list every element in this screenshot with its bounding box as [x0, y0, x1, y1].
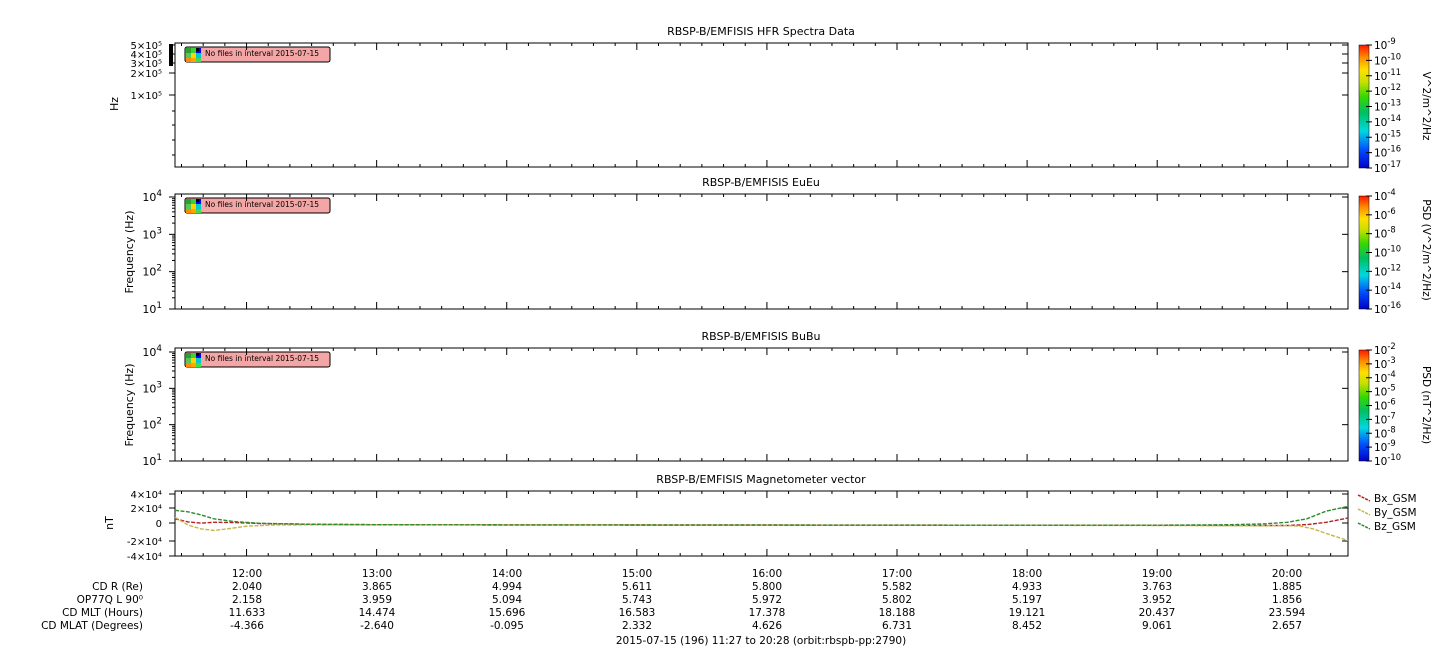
no-data-icon	[186, 353, 201, 367]
colorbar-label: V^2/m^2/Hz	[1420, 71, 1432, 141]
colorbar-tick-label: $10^{-9}$	[1374, 36, 1396, 52]
legend-item-bx	[1358, 493, 1417, 505]
ephemeris-value: 8.452	[1011, 620, 1043, 632]
colorbar-bubu	[1359, 341, 1432, 468]
ephemeris-value: 2.657	[1271, 620, 1303, 632]
legend-label: By_GSM	[1374, 507, 1417, 519]
legend-label: Bz_GSM	[1374, 521, 1416, 533]
colorbar-tick-label: $10^{-2}$	[1374, 341, 1396, 357]
y-tick-label: 4×10⁴	[130, 490, 162, 501]
legend-item-by	[1358, 507, 1417, 519]
panel-title: RBSP-B/EMFISIS HFR Spectra Data	[667, 25, 855, 38]
ephemeris-value: 2.040	[231, 581, 263, 593]
ephemeris-value: 5.743	[621, 594, 653, 606]
colorbar-tick-label: $10^{-15}$	[1374, 128, 1402, 145]
colorbar-tick-label: $10^{-12}$	[1374, 262, 1402, 279]
ephemeris-row-label: OP77Q L 90⁰	[76, 594, 143, 606]
panel-eueu	[123, 176, 1432, 316]
ephemeris-value: -2.640	[360, 620, 394, 632]
x-tick-label: 16:00	[751, 568, 783, 580]
panel-hfr	[108, 25, 1432, 175]
y-tick-label: $10^2$	[142, 416, 162, 432]
legend-item-bz	[1358, 521, 1416, 533]
legend	[1358, 493, 1417, 533]
ephemeris-value: -0.095	[490, 620, 524, 632]
colorbar-label: PSD (V^2/m^2/Hz)	[1420, 199, 1432, 301]
y-axis-label: nT	[103, 516, 116, 530]
ephemeris-value: 3.959	[361, 594, 393, 606]
y-tick-label: $10^4$	[142, 344, 162, 359]
y-tick-label: $10^4$	[142, 189, 162, 204]
colorbar-ticks	[1366, 187, 1401, 316]
ephemeris-table	[41, 581, 1306, 632]
x-tick-label: 12:00	[231, 568, 263, 580]
ephemeris-value: 19.121	[1008, 607, 1046, 619]
colorbar-tick-label: $10^{-11}$	[1374, 66, 1402, 83]
ephemeris-value: 5.800	[751, 581, 783, 593]
ephemeris-value: 1.885	[1271, 581, 1303, 593]
colorbar-tick-label: $10^{-8}$	[1374, 224, 1396, 241]
colorbar-tick-label: $10^{-6}$	[1374, 205, 1396, 222]
y-tick-label: -2×10⁴	[126, 537, 162, 548]
colorbar-ticks	[1366, 341, 1401, 468]
y-tick-label: 1×10⁵	[130, 91, 162, 102]
plot-frame	[175, 194, 1348, 309]
y-tick-label: -4×10⁴	[126, 552, 162, 563]
no-data-notice	[185, 198, 330, 213]
ephemeris-value: 23.594	[1268, 607, 1306, 619]
ephemeris-value: 5.802	[881, 594, 913, 606]
ephemeris-value: 16.583	[618, 607, 656, 619]
ephemeris-value: 2.332	[621, 620, 653, 632]
no-data-text: No files in interval 2015-07-15	[205, 200, 320, 209]
y-axis-label: Hz	[108, 96, 121, 112]
plot-frame	[175, 43, 1348, 167]
no-data-notice	[185, 352, 330, 367]
colorbar-tick-label: $10^{-16}$	[1374, 143, 1402, 160]
ephemeris-value: 5.611	[621, 581, 653, 593]
ephemeris-value: 1.856	[1271, 594, 1303, 606]
ephemeris-value: 9.061	[1141, 620, 1173, 632]
ephemeris-value: 17.378	[748, 607, 786, 619]
ephemeris-value: 11.633	[228, 607, 266, 619]
ephemeris-value: 5.972	[751, 594, 783, 606]
no-data-text: No files in interval 2015-07-15	[205, 49, 320, 58]
colorbar-tick-label: $10^{-4}$	[1374, 187, 1396, 203]
colorbar-tick-label: $10^{-3}$	[1374, 354, 1396, 371]
colorbar-tick-label: $10^{-12}$	[1374, 82, 1402, 99]
ephemeris-row-label: CD MLAT (Degrees)	[41, 620, 143, 632]
panel-magnetometer	[103, 473, 1417, 563]
x-tick-label: 17:00	[881, 568, 913, 580]
y-tick-label: 2×10⁵	[130, 69, 162, 80]
ephemeris-value: 18.188	[878, 607, 916, 619]
colorbar-tick-label: $10^{-6}$	[1374, 396, 1396, 413]
time-axis	[232, 568, 1302, 580]
x-tick-label: 13:00	[361, 568, 393, 580]
colorbar-tick-label: $10^{-4}$	[1374, 368, 1396, 385]
y-tick-label: 5×10⁵	[130, 41, 162, 52]
x-tick-label: 20:00	[1271, 568, 1303, 580]
no-data-text: No files in interval 2015-07-15	[205, 354, 320, 363]
colorbar-tick-label: $10^{-13}$	[1374, 97, 1402, 114]
ephemeris-row-label: CD MLT (Hours)	[62, 607, 143, 619]
ephemeris-value: 20.437	[1138, 607, 1176, 619]
y-tick-label: $10^3$	[142, 380, 162, 396]
y-tick-label: $10^2$	[142, 263, 162, 279]
x-tick-label: 18:00	[1011, 568, 1043, 580]
ephemeris-value: 4.933	[1011, 581, 1043, 593]
no-data-icon	[186, 48, 201, 62]
colorbar-tick-label: $10^{-9}$	[1374, 438, 1396, 455]
y-tick-label: 2×10⁴	[130, 504, 162, 515]
ephemeris-value: 3.865	[361, 581, 393, 593]
y-axis-bold-segment	[169, 44, 173, 66]
ephemeris-value: 5.094	[491, 594, 523, 606]
colorbar-label: PSD (nT^2/Hz)	[1420, 365, 1432, 445]
panel-title: RBSP-B/EMFISIS Magnetometer vector	[656, 473, 866, 486]
ephemeris-value: 6.731	[881, 620, 913, 632]
ephemeris-value: 15.696	[488, 607, 526, 619]
panel-bubu	[123, 330, 1432, 468]
colorbar-tick-label: $10^{-8}$	[1374, 424, 1396, 441]
ephemeris-value: -4.366	[230, 620, 264, 632]
plot-frame	[175, 491, 1348, 556]
y-tick-label: $10^3$	[142, 226, 162, 242]
y-tick-label: $10^1$	[142, 453, 162, 468]
panel-title: RBSP-B/EMFISIS EuEu	[702, 176, 820, 189]
no-data-notice	[185, 47, 330, 62]
ephemeris-value: 2.158	[231, 594, 263, 606]
ephemeris-value: 14.474	[358, 607, 396, 619]
y-tick-label: $10^1$	[142, 301, 162, 316]
ephemeris-value: 5.582	[881, 581, 913, 593]
ephemeris-value: 3.763	[1141, 581, 1173, 593]
x-tick-label: 19:00	[1141, 568, 1173, 580]
colorbar-ticks	[1366, 36, 1401, 175]
plot-frame	[175, 348, 1348, 461]
ephemeris-value: 4.994	[491, 581, 523, 593]
no-data-icon	[186, 199, 201, 213]
colorbar-tick-label: $10^{-7}$	[1374, 410, 1396, 427]
ephemeris-value: 4.626	[751, 620, 783, 632]
y-tick-label: 4×10⁵	[130, 50, 162, 61]
colorbar-tick-label: $10^{-14}$	[1374, 281, 1402, 298]
colorbar-tick-label: $10^{-16}$	[1374, 300, 1402, 316]
legend-label: Bx_GSM	[1374, 493, 1417, 505]
y-axis-label: Frequency (Hz)	[123, 363, 136, 447]
ephemeris-row-label: CD R (Re)	[92, 581, 143, 593]
colorbar-eueu	[1359, 187, 1432, 316]
y-tick-label: 3×10⁵	[130, 59, 162, 70]
colorbar-tick-label: $10^{-10}$	[1374, 452, 1402, 468]
colorbar-tick-label: $10^{-5}$	[1374, 382, 1396, 399]
panel-title: RBSP-B/EMFISIS BuBu	[701, 330, 821, 343]
colorbar-tick-label: $10^{-10}$	[1374, 243, 1402, 260]
x-tick-label: 14:00	[491, 568, 523, 580]
y-axis-label: Frequency (Hz)	[123, 210, 136, 294]
footer-caption: 2015-07-15 (196) 11:27 to 20:28 (orbit:rbspb-pp:2790)	[615, 635, 907, 647]
ephemeris-value: 5.197	[1011, 594, 1043, 606]
colorbar-hfr	[1359, 36, 1432, 175]
ephemeris-value: 3.952	[1141, 594, 1173, 606]
y-tick-label: 0	[155, 519, 162, 530]
colorbar-tick-label: $10^{-17}$	[1374, 159, 1402, 175]
colorbar-tick-label: $10^{-10}$	[1374, 51, 1402, 68]
colorbar-tick-label: $10^{-14}$	[1374, 112, 1402, 129]
x-tick-label: 15:00	[621, 568, 653, 580]
